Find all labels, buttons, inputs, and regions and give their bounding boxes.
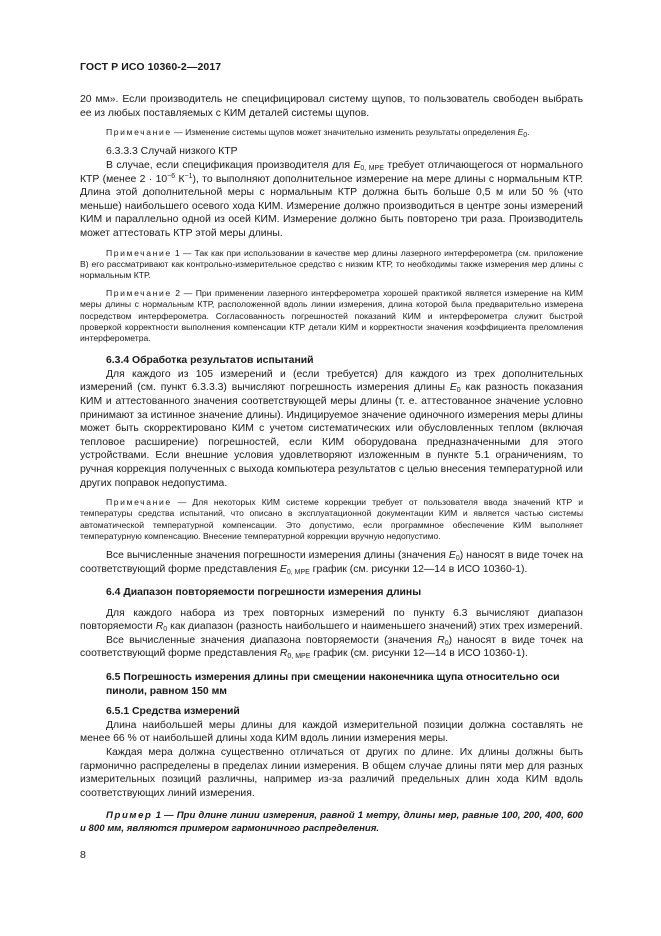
section-heading-6-3-4: 6.3.4 Обработка результатов испытаний (106, 355, 314, 367)
page-header: ГОСТ Р ИСО 10360-2—2017 (80, 61, 222, 73)
paragraph: Для каждого набора из трех повторных измерений по пункту 6.3 вычисляют диапазон повторяемости $R_0$ как диапазон (разность наибольшего и наименьшего значений) этих трех измерений. (80, 607, 583, 634)
note: Примечание 2 — При применении лазерного интерферометра хорошей практикой является измерение на КИМ меры длины с нормальным КТР, расположенной вдоль линии измерения, длина которой была предварительно измерена посредством интерферометра. Согласованность погрешностей показаний КИМ и интерферометра служит быстрой проверкой корректности выполнения компенсации КТР детали КИМ и корректности значения коэффициента преломления интерферометра. (80, 288, 583, 343)
note: Примечание 1 — Так как при использовании в качестве мер длины лазерного интерферометра (см. приложение В) его рассматривают как контрольно-измерительное средство с низким КТР, то необходимы также измерения мер длины с нормальным КТР. (80, 247, 583, 280)
note: Примечание — Изменение системы щупов может значительно изменить результаты определения $E_0$. (106, 127, 530, 140)
section-heading-6-3-3-3: 6.3.3.3 Случай низкого КТР (106, 146, 238, 158)
example: Пример 1 — При длине линии измерения, равной 1 метру, длины мер, равные 100, 200, 400, 600 и 800 мм, являются примером гармоничного распределения. (80, 810, 583, 835)
note: Примечание — Для некоторых КИМ системе коррекции требует от пользователя ввода значений КТР и температуры средства испытаний, что описано в эксплуатационной документации КИМ и является частью системы автоматической температурной компенсации. Это допустимо, если программное обеспечение КИМ выполняет температурную компенсацию. Внесение температурной коррекции вручную недопустимо. (80, 497, 583, 541)
paragraph: Для каждого из 105 измерений и (если требуется) для каждого из трех дополнительных измерений (см. пункт 6.3.3.3) вычисляют погрешность измерения длины $E_0$ как разность показания КИМ и аттестованного значения соответствующей меры длины (т. е. аттестованное значение условно принимают за истинное значение длины). Индицируемое значение одиночного измерения меры длины может быть скорректировано КИМ с учетом систематических или обусловленных теплом (включая тепловое расширение) погрешностей, если КИМ оборудована предназначенными для этого устройствами. Если внешние условия удовлетворяют изложенным в пункте 5.1 ограничениям, то ручная коррекция полученных с выхода компьютера результатов с целью внесения температурной или других поправок недопустима. (80, 368, 583, 489)
paragraph: 20 мм». Если производитель не специфицировал систему щупов, то пользователь свободен выбрать ее из любых поставляемых с КИМ деталей системы щупов. (80, 94, 583, 119)
paragraph: В случае, если спецификация производителя для $E_{0, MPE}$ требует отличающегося от нормального КТР (менее $2 \cdot 10^{-6}$ $К^{-1}$), то выполняют дополнительное измерение на мере длины с нормальным КТР. Длина этой дополнительной меры с нормальным КТР должна быть больше 0,5 м или 50 % (что меньше) наибольшего осевого хода КИМ. Измерение должно производиться в центре зоны измерений КИМ и параллельно одной из осей КИМ. Измерение должно быть повторено три раза. Производитель может аттестовать КТР этой меры длины. (80, 159, 583, 239)
page-number: 8 (80, 849, 86, 861)
paragraph: Каждая мера должна существенно отличаться от других по длине. Их длины должны быть гармонично распределены в пределах линии измерения. В общем случае длины пяти мер для разных измерительных позиций различны, например из-за различий предельных длин хода КИМ вдоль соответствующих линий измерения. (80, 747, 583, 799)
paragraph: Все вычисленные значения диапазона повторяемости (значения $R_0$) наносят в виде точек на соответствующий форме представления $R_{0, MPE}$ график (см. рисунки 12—14 в ИСО 10360-1). (80, 634, 583, 661)
document-body (80, 93, 583, 836)
section-heading-6-4: 6.4 Диапазон повторяемости погрешности измерения длины (106, 587, 422, 599)
section-heading-6-5-1: 6.5.1 Средства измерений (106, 706, 240, 718)
paragraph: Длина наибольшей меры длины для каждой измерительной позиции должна составлять не менее 66 % от наибольшей длины хода КИМ вдоль линии измерения меры. (80, 719, 583, 745)
paragraph: Все вычисленные значения погрешности измерения длины (значения $E_0$) наносят в виде точек на соответствующий форме представления $E_{0, MPE}$ график (см. рисунки 12—14 в ИСО 10360-1). (80, 549, 583, 576)
section-heading-6-5: 6.5 Погрешность измерения длины при смещении наконечника щупа относительно оси пиноли, равном 150 мм (106, 672, 560, 697)
